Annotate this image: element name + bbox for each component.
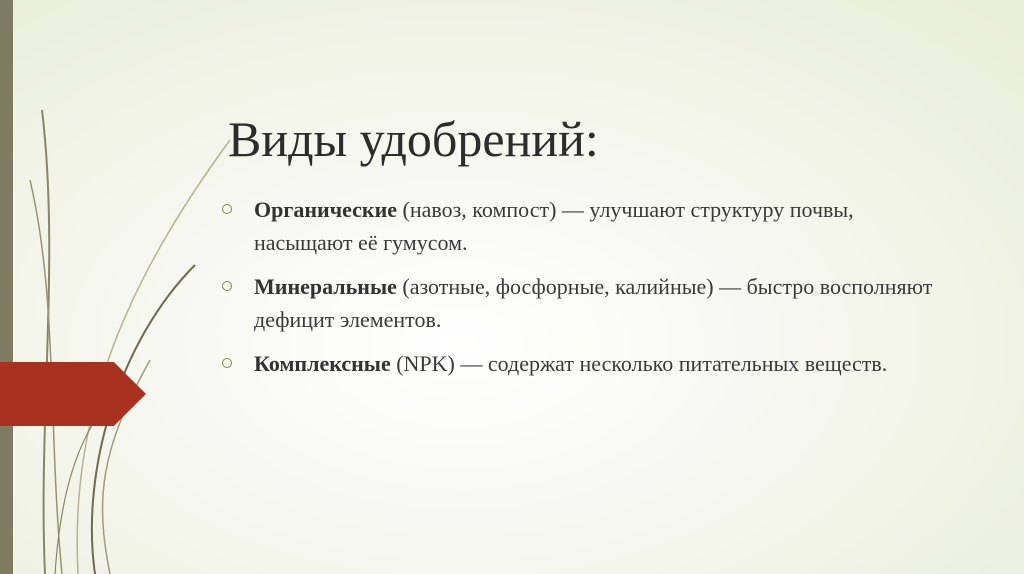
bullet-list [222, 193, 952, 391]
circle-bullet-icon [222, 358, 232, 368]
bullet-term: Комплексные [254, 351, 391, 376]
bullet-text: (навоз, компост) — улучшают структуру почвы, насыщают её гумусом. [254, 197, 854, 255]
decorative-grass-lines [0, 0, 260, 574]
bullet-item-organic [222, 193, 952, 259]
bullet-item-mineral [222, 270, 952, 336]
bullet-item-complex [222, 347, 952, 380]
slide-title: Виды удобрений: [228, 111, 599, 167]
circle-bullet-icon [222, 204, 232, 214]
bullet-text: (азотные, фосфорные, калийные) — быстро восполняют дефицит элементов. [254, 274, 933, 332]
circle-bullet-icon [222, 281, 232, 291]
bullet-term: Минеральные [254, 274, 397, 299]
bullet-text: (NPK) — содержат несколько питательных веществ. [390, 351, 888, 376]
bullet-term: Органические [254, 197, 398, 222]
